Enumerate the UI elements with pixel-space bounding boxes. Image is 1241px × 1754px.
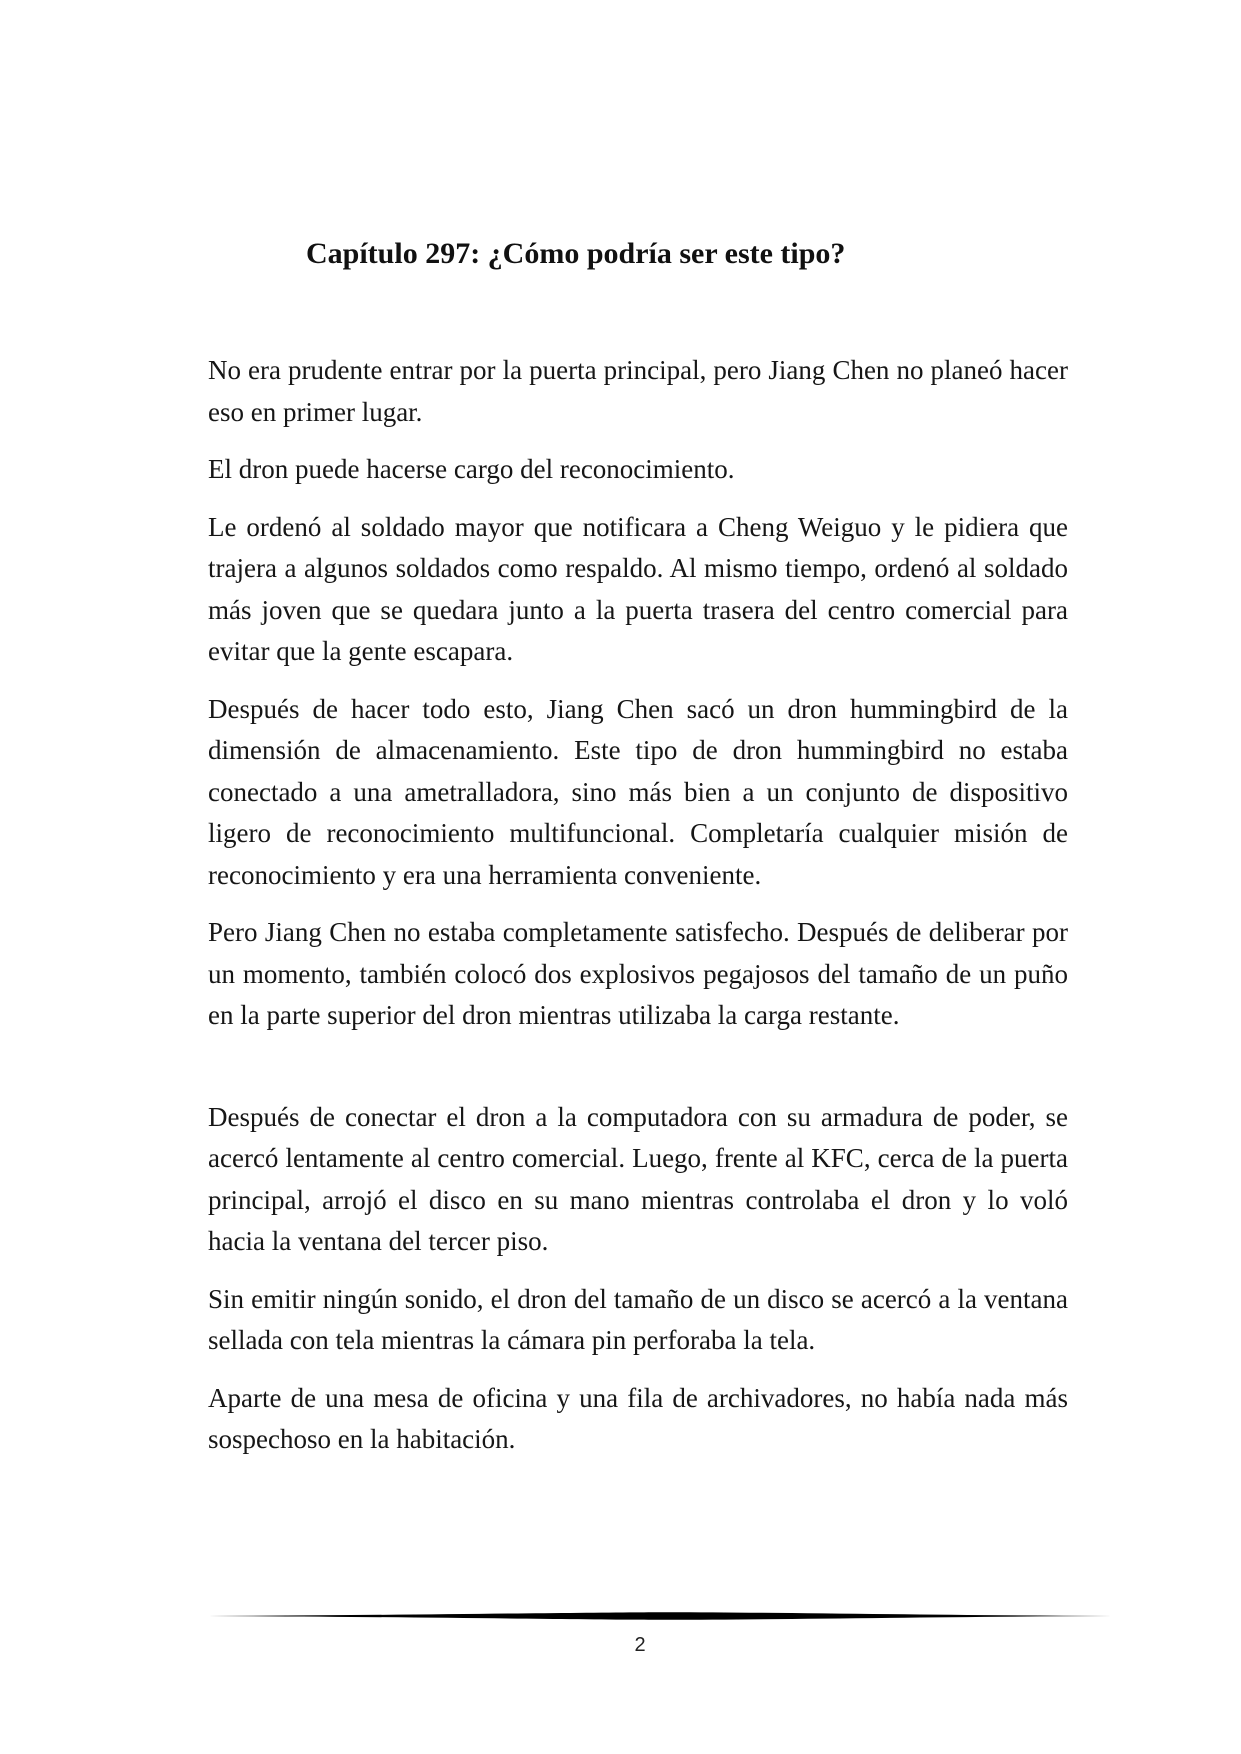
chapter-body	[208, 350, 1068, 1477]
paragraph-7: Sin emitir ningún sonido, el dron del tamaño de un disco se acercó a la ventana sellada con tela mientras la cámara pin perforaba la tela.	[208, 1283, 1068, 1355]
paragraph-1: No era prudente entrar por la puerta principal, pero Jiang Chen no planeó hacer eso en primer lugar.	[208, 355, 1068, 427]
chapter-title: Capítulo 297: ¿Cómo podría ser este tipo?	[306, 237, 846, 270]
footer-divider	[208, 1611, 1112, 1621]
page-number: 2	[634, 1634, 646, 1656]
paragraph-2: El dron puede hacerse cargo del reconocimiento.	[208, 454, 735, 484]
paragraph-3: Le ordenó al soldado mayor que notificara a Cheng Weiguo y le pidiera que trajera a algunos soldados como respaldo. Al mismo tiempo, ordenó al soldado más joven que se quedara junto a la puerta trasera del centro comercial para evitar que la gente escapara.	[208, 511, 1068, 666]
paragraph-4: Después de hacer todo esto, Jiang Chen sacó un dron hummingbird de la dimensión de almacenamiento. Este tipo de dron hummingbird no estaba conectado a una ametralladora, sino más bien a un conjunto de dispositivo ligero de reconocimiento multifuncional. Completaría cualquier misión de reconocimiento y era una herramienta conveniente.	[208, 693, 1068, 890]
paragraph-5: Pero Jiang Chen no estaba completamente satisfecho. Después de deliberar por un momento, también colocó dos explosivos pegajosos del tamaño de un puño en la parte superior del dron mientras utilizaba la carga restante.	[208, 917, 1068, 1030]
paragraph-8: Aparte de una mesa de oficina y una fila de archivadores, no había nada más sospechoso en la habitación.	[208, 1382, 1068, 1454]
paragraph-6: Después de conectar el dron a la computadora con su armadura de poder, se acercó lentamente al centro comercial. Luego, frente al KFC, cerca de la puerta principal, arrojó el disco en su mano mientras controlaba el dron y lo voló hacia la ventana del tercer piso.	[208, 1101, 1068, 1256]
